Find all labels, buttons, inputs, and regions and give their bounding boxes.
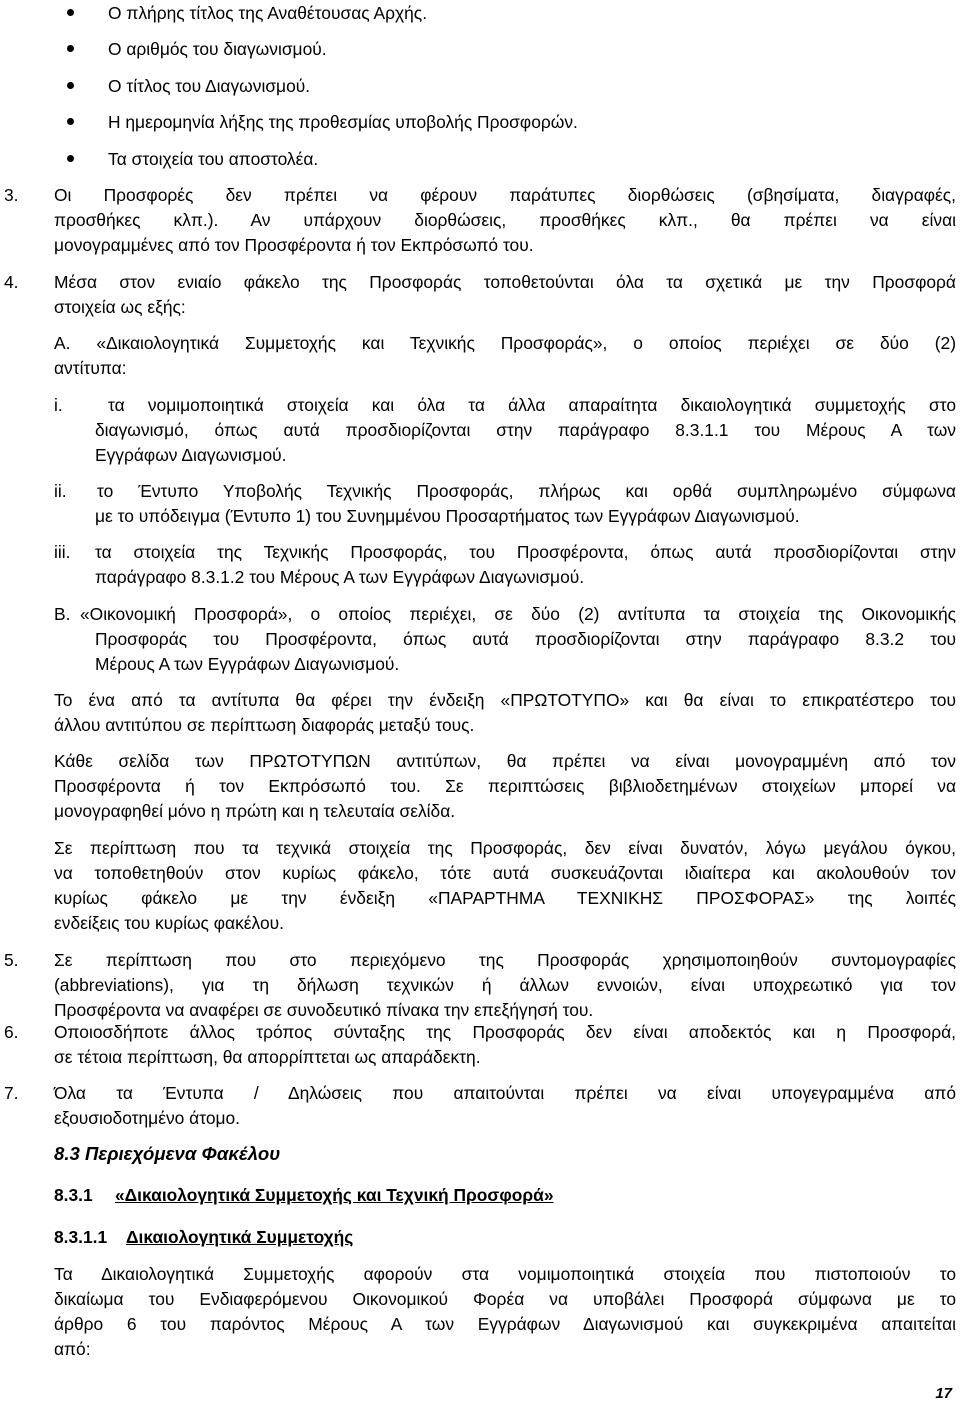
- text-line: (abbreviations), για τη δήλωση τεχνικών ή άλλων εννοιών, είναι υποχρεωτικό για τον: [54, 975, 956, 995]
- paragraph-line: Σε περίπτωση που τα τεχνικά στοιχεία της Προσφοράς, δεν είναι δυνατόν, λόγω μεγάλου όγκου,: [54, 838, 956, 858]
- text-line: εξουσιοδοτημένο άτομο.: [54, 1108, 241, 1128]
- list-number: 7.: [4, 1083, 19, 1103]
- bullet-icon: [67, 155, 74, 162]
- subsection-heading: «Δικαιολογητικά Συμμετοχής και Τεχνική Προσφορά»: [115, 1185, 554, 1205]
- section-a-line: αντίτυπα:: [54, 358, 127, 378]
- paragraph-line: Το ένα από τα αντίτυπα θα φέρει την ένδειξη «ΠΡΩΤΟΤΥΠΟ» και θα είναι το επικρατέστερο του: [54, 690, 956, 710]
- text-line: σε τέτοια περίπτωση, θα απορρίπτεται ως απαράδεκτη.: [54, 1047, 481, 1067]
- list-number: 4.: [4, 272, 19, 292]
- text-line: προσθήκες κλπ.). Αν υπάρχουν διορθώσεις, προσθήκες κλπ., θα πρέπει να είναι: [54, 210, 956, 230]
- text-line: Εγγράφων Διαγωνισμού.: [95, 445, 287, 465]
- roman-number: iii.: [54, 542, 71, 562]
- paragraph-line: άρθρο 6 του παρόντος Μέρους Α των Εγγράφων Διαγωνισμού και συγκεκριμένα απαιτείται: [54, 1314, 956, 1334]
- section-a-line: Α. «Δικαιολογητικά Συμμετοχής και Τεχνικής Προσφοράς», ο οποίος περιέχει σε δύο (2): [54, 333, 956, 353]
- bullet-item: Ο τίτλος του Διαγωνισμού.: [108, 76, 311, 96]
- bullet-icon: [67, 82, 74, 89]
- list-number: 5.: [4, 950, 19, 970]
- text-line: στοιχεία ως εξής:: [54, 297, 186, 317]
- page-number: 17: [935, 1385, 952, 1402]
- paragraph-line: να τοποθετηθούν στον κυρίως φάκελο, τότε αυτά συσκευάζονται ιδιαίτερα και ακολουθούν τον: [54, 863, 956, 883]
- bullet-item: Ο αριθμός του διαγωνισμού.: [108, 39, 327, 59]
- text-line: παράγραφο 8.3.1.2 του Μέρους Α των Εγγράφων Διαγωνισμού.: [95, 567, 585, 587]
- paragraph-line: Κάθε σελίδα των ΠΡΩΤΟΤΥΠΩΝ αντιτύπων, θα πρέπει να είναι μονογραμμένη από τον: [54, 751, 956, 771]
- paragraph-line: δικαίωμα του Ενδιαφερόμενου Οικονομικού Φορέα να υποβάλει Προσφορά σύμφωνα με το: [54, 1289, 956, 1309]
- text-line: διαγωνισμό, όπως αυτά προσδιορίζονται στην παράγραφο 8.3.1.1 του Μέρους Α των: [95, 420, 956, 440]
- roman-number: i.: [54, 395, 63, 415]
- subsection-number: 8.3.1: [54, 1185, 93, 1205]
- text-line: τα στοιχεία της Τεχνικής Προσφοράς, του Προσφέροντα, όπως αυτά προσδιορίζονται στην: [95, 542, 956, 562]
- paragraph-line: ενδείξεις του κυρίως φακέλου.: [54, 913, 284, 933]
- bullet-icon: [67, 118, 74, 125]
- text-line: «Οικονομική Προσφορά», ο οποίος περιέχει, σε δύο (2) αντίτυπα τα στοιχεία της Οικονομικής: [80, 604, 956, 624]
- bullet-item: Τα στοιχεία του αποστολέα.: [108, 149, 319, 169]
- text-line: Σε περίπτωση που στο περιεχόμενο της Προσφοράς χρησιμοποιηθούν συντομογραφίες: [54, 950, 956, 970]
- paragraph-line: κυρίως φάκελο με την ένδειξη «ΠΑΡΑΡΤΗΜΑ ΤΕΧΝΙΚΗΣ ΠΡΟΣΦΟΡΑΣ» της λοιπές: [54, 888, 956, 908]
- list-number: 6.: [4, 1022, 19, 1042]
- bullet-icon: [67, 9, 74, 16]
- text-line: Οποιοσδήποτε άλλος τρόπος σύνταξης της Προσφοράς δεν είναι αποδεκτός και η Προσφορά,: [54, 1022, 956, 1042]
- section-heading: 8.3 Περιεχόμενα Φακέλου: [54, 1143, 281, 1164]
- subsubsection-number: 8.3.1.1: [54, 1227, 108, 1247]
- paragraph-line: Τα Δικαιολογητικά Συμμετοχής αφορούν στα νομιμοποιητικά στοιχεία που πιστοποιούν το: [54, 1264, 956, 1284]
- paragraph-line: μονογραφηθεί μόνο η πρώτη και η τελευταία σελίδα.: [54, 801, 456, 821]
- text-line: Όλα τα Έντυπα / Δηλώσεις που απαιτούνται πρέπει να είναι υπογεγραμμένα από: [54, 1083, 956, 1103]
- text-line: Προσφοράς του Προσφέροντα, όπως αυτά προσδιορίζονται στην παράγραφο 8.3.2 του: [95, 629, 956, 649]
- text-line: τα νομιμοποιητικά στοιχεία και όλα τα άλλα απαραίτητα δικαιολογητικά συμμετοχής στο: [108, 395, 956, 415]
- text-line: μονογραμμένες από τον Προσφέροντα ή τον Εκπρόσωπό του.: [54, 235, 534, 255]
- text-line: Προσφέροντα να αναφέρει σε συνοδευτικό πίνακα την επεξήγησή του.: [54, 1000, 594, 1020]
- text-line: το Έντυπο Υποβολής Τεχνικής Προσφοράς, πλήρως και ορθά συμπληρωμένο σύμφωνα: [97, 481, 956, 501]
- list-number: 3.: [4, 185, 19, 205]
- section-b-label: Β.: [54, 604, 71, 624]
- paragraph-line: Προσφέροντα ή τον Εκπρόσωπό του. Σε περιπτώσεις βιβλιοδετημένων στοιχείων μπορεί να: [54, 776, 956, 796]
- subsubsection-heading: Δικαιολογητικά Συμμετοχής: [126, 1227, 354, 1247]
- paragraph-line: από:: [54, 1339, 91, 1359]
- bullet-item: Η ημερομηνία λήξης της προθεσμίας υποβολής Προσφορών.: [108, 112, 578, 132]
- bullet-item: Ο πλήρης τίτλος της Αναθέτουσας Αρχής.: [108, 3, 428, 23]
- text-line: Μέσα στον ενιαίο φάκελο της Προσφοράς τοποθετούνται όλα τα σχετικά με την Προσφορά: [54, 272, 956, 292]
- roman-number: ii.: [54, 481, 67, 501]
- text-line: με το υπόδειγμα (Έντυπο 1) του Συνημμένου Προσαρτήματος των Εγγράφων Διαγωνισμού.: [95, 506, 800, 526]
- text-line: Μέρους Α των Εγγράφων Διαγωνισμού.: [95, 654, 400, 674]
- text-line: Οι Προσφορές δεν πρέπει να φέρουν παράτυπες διορθώσεις (σβησίματα, διαγραφές,: [54, 185, 956, 205]
- paragraph-line: άλλου αντιτύπου σε περίπτωση διαφοράς μεταξύ τους.: [54, 715, 475, 735]
- bullet-icon: [67, 45, 74, 52]
